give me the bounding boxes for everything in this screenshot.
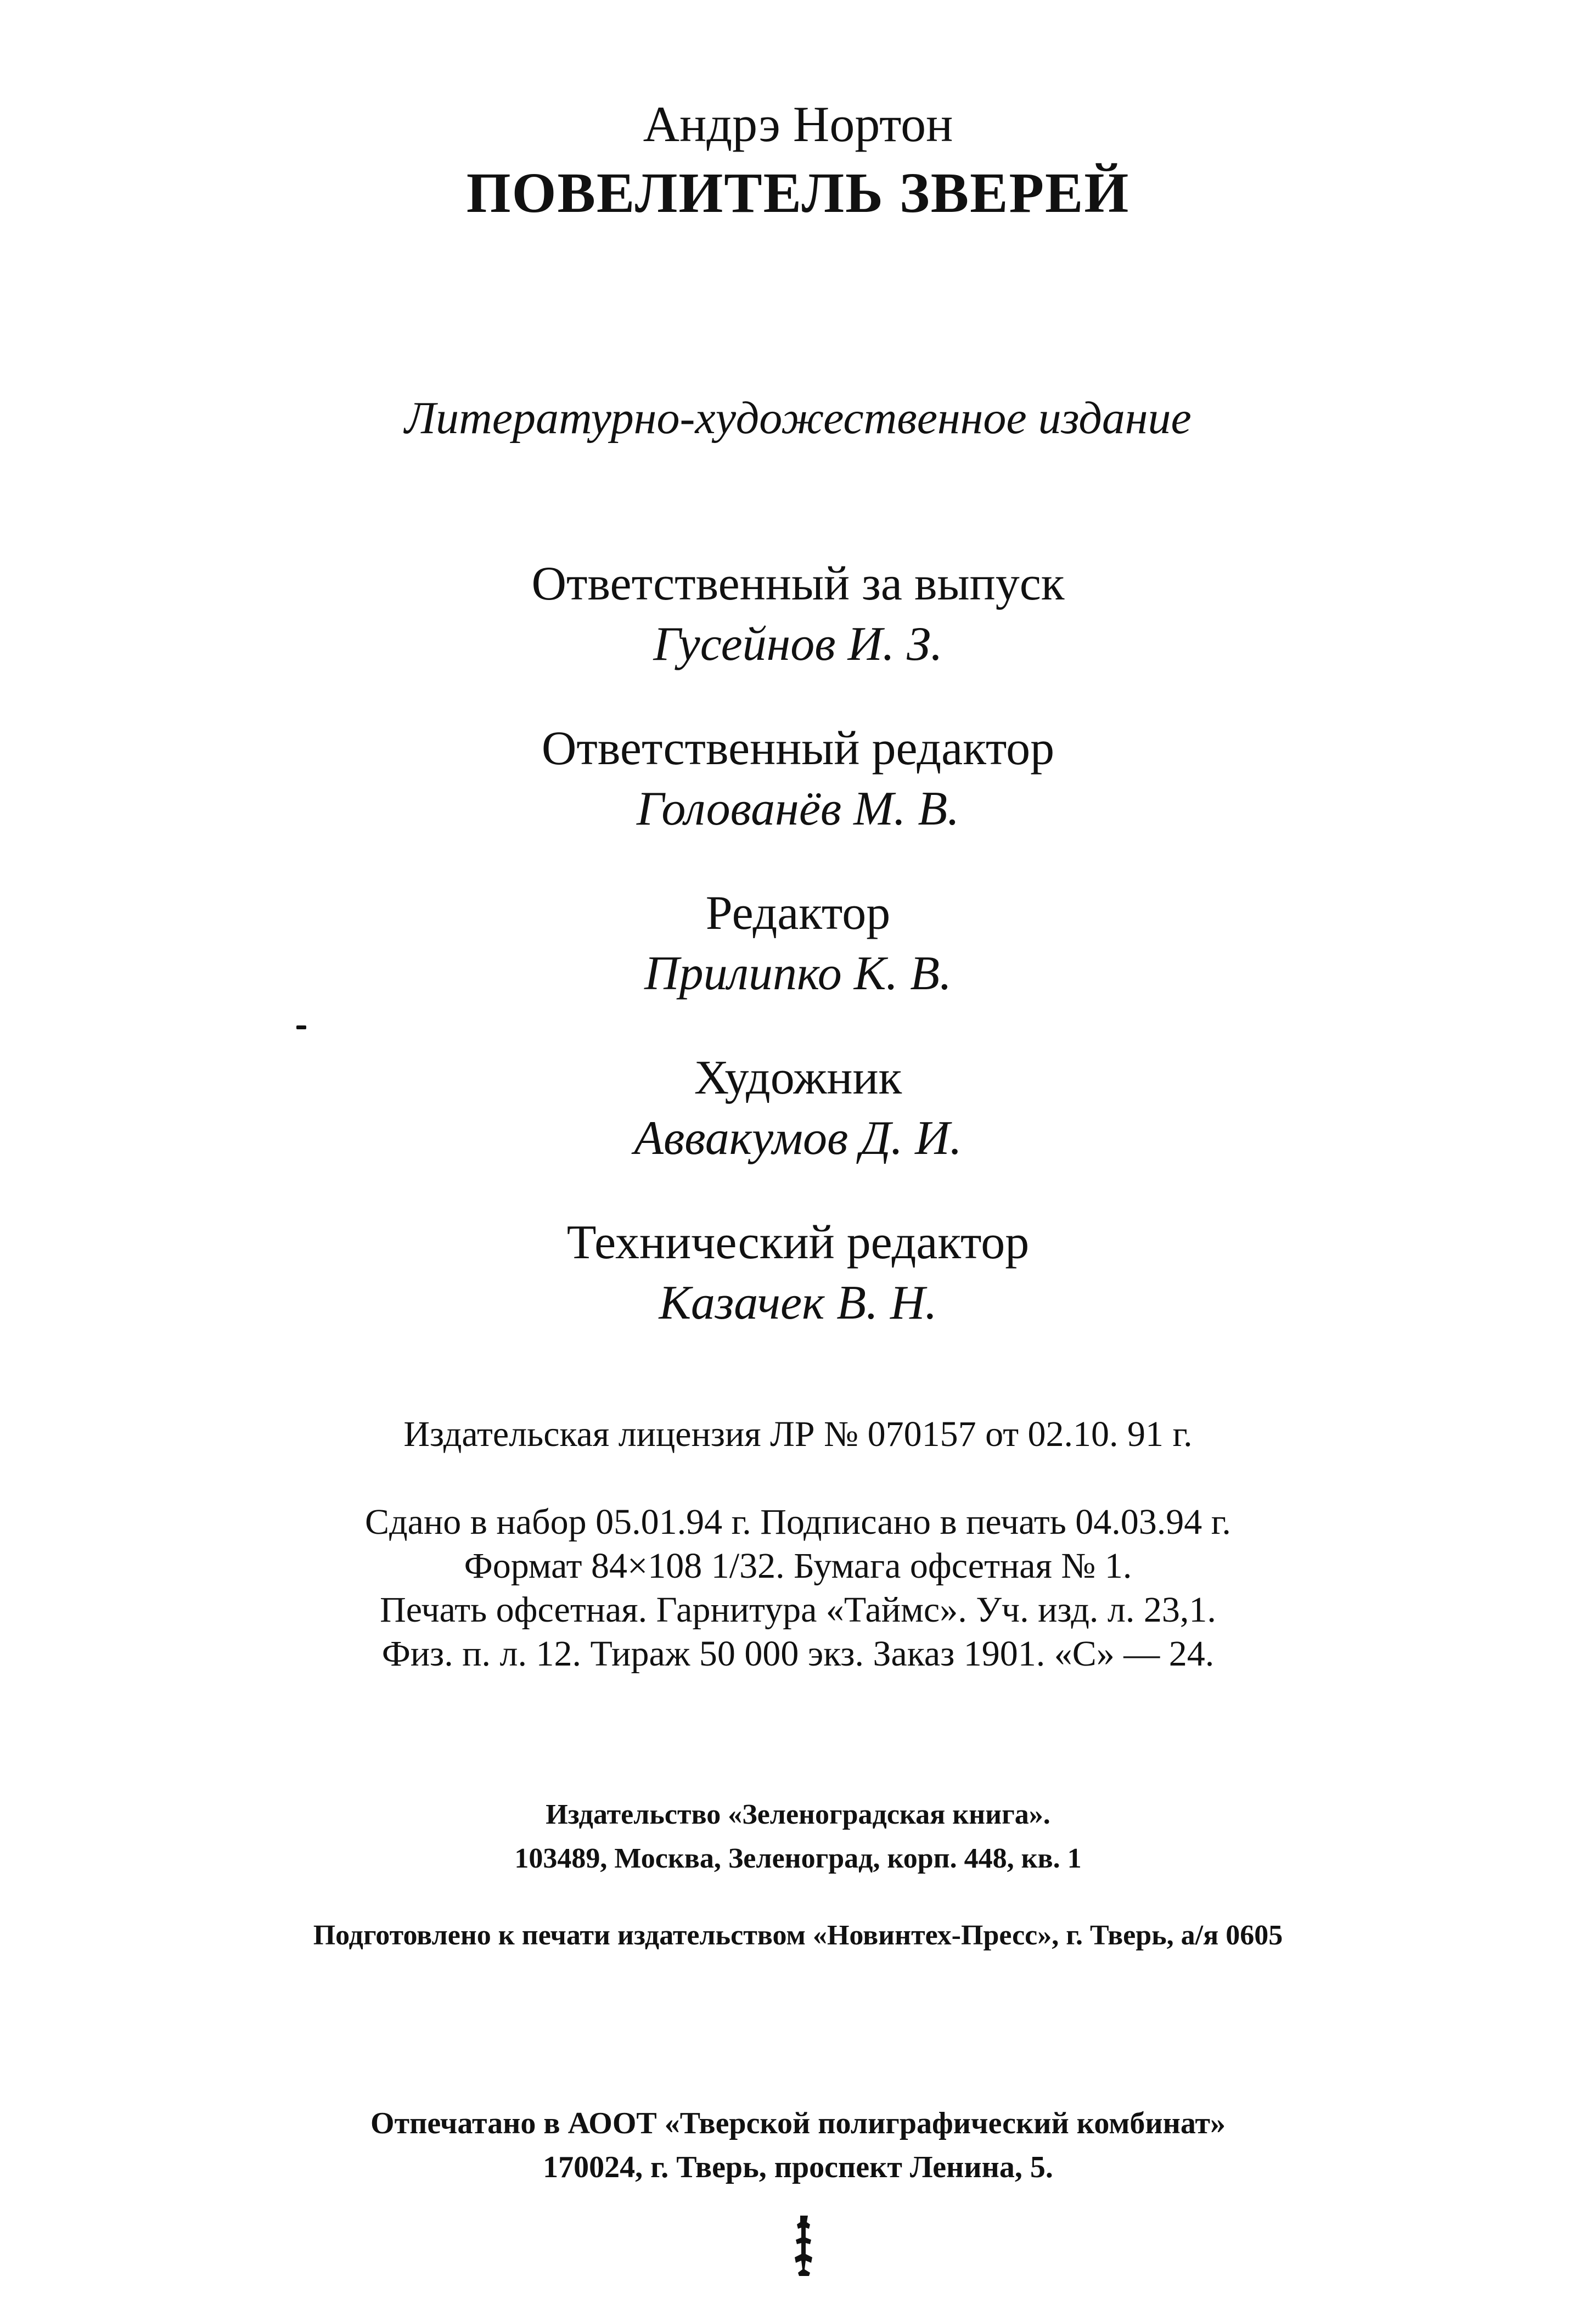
- credit-role: Ответственный редактор: [541, 722, 1055, 775]
- print-info-line: Формат 84×108 1/32. Бумага офсетная № 1.: [464, 1546, 1132, 1586]
- publisher-name: Издательство «Зеленоградская книга».: [546, 1799, 1050, 1830]
- print-info-line: Физ. п. л. 12. Тираж 50 000 экз. Заказ 1901. «С» — 24.: [381, 1634, 1215, 1674]
- printer-name: Отпечатано в АООТ «Тверской полиграфический комбинат»: [370, 2106, 1226, 2140]
- credit-role: Художник: [694, 1051, 902, 1105]
- book-title: ПОВЕЛИТЕЛЬ ЗВЕРЕЙ: [466, 161, 1130, 225]
- print-info-line: Сдано в набор 05.01.94 г. Подписано в печать 04.03.94 г.: [365, 1502, 1231, 1542]
- credit-role: Технический редактор: [566, 1216, 1030, 1269]
- publishing-license: Издательская лицензия ЛР № 070157 от 02.10. 91 г.: [403, 1414, 1193, 1454]
- edition-type: Литературно-художественное издание: [404, 393, 1192, 444]
- printer-address: 170024, г. Тверь, проспект Ленина, 5.: [543, 2150, 1053, 2184]
- credit-name: Аввакумов Д. И.: [634, 1112, 962, 1165]
- credit-name: Голованёв М. В.: [636, 782, 960, 836]
- print-info-line: Печать офсетная. Гарнитура «Таймс». Уч. изд. л. 23,1.: [380, 1590, 1216, 1630]
- credit-name: Гусейнов И. З.: [653, 618, 943, 671]
- printer-emblem-icon: [785, 2212, 823, 2278]
- credit-role: Редактор: [705, 887, 891, 940]
- credit-name: Прилипко К. В.: [644, 947, 952, 1000]
- book-author: Андрэ Нортон: [643, 96, 953, 152]
- credit-role: Ответственный за выпуск: [531, 557, 1065, 610]
- stray-print-mark: [296, 1025, 306, 1029]
- prepared-by: Подготовлено к печати издательством «Новинтех-Пресс», г. Тверь, а/я 0605: [313, 1920, 1283, 1951]
- credit-name: Казачек В. Н.: [659, 1276, 937, 1330]
- publisher-address: 103489, Москва, Зеленоград, корп. 448, кв. 1: [514, 1843, 1082, 1874]
